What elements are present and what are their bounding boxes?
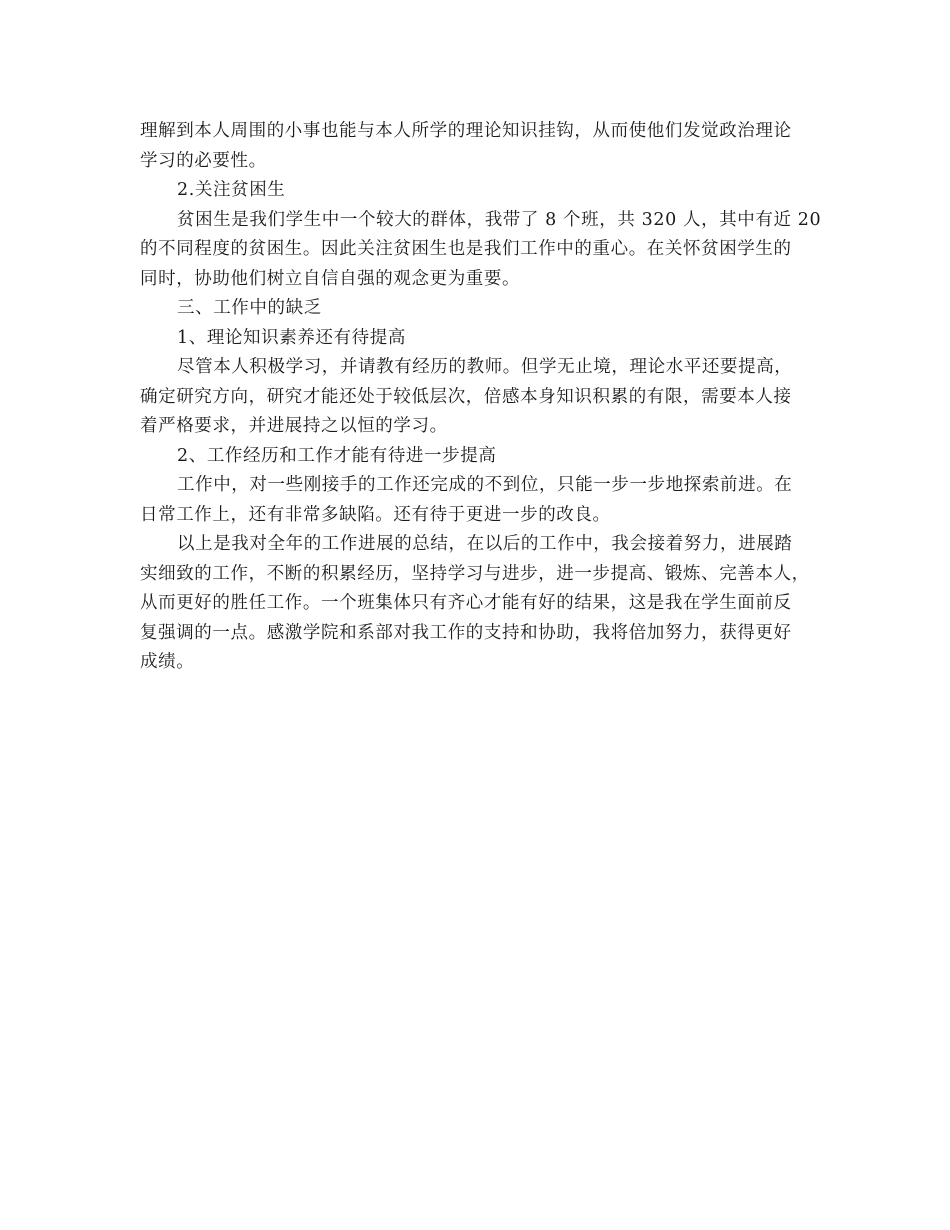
section-heading-poor-students: 2.关注贫困生 (177, 180, 286, 200)
text-line: 日常工作上，还有非常多缺陷。还有待于更进一步的改良。 (140, 504, 611, 525)
text-line: 的不同程度的贫困生。因此关注贫困生也是我们工作中的重心。在关怀贫困学生的 (140, 239, 792, 259)
text-line: 工作中，对一些刚接手的工作还完成的不到位，只能一步一步地探索前进。在 (177, 475, 793, 495)
text-line: 从而更好的胜任工作。一个班集体只有齐心才能有好的结果，这是我在学生面前反 (140, 593, 792, 613)
text-line: 理解到本人周围的小事也能与本人所学的理论知识挂钩，从而使他们发觉政治理论 (140, 121, 792, 141)
text-line: 学习的必要性。 (140, 150, 267, 171)
document-body (140, 117, 820, 678)
text-line: 以上是我对全年的工作进展的总结，在以后的工作中，我会接着努力，进展踏 (177, 534, 793, 554)
text-line: 尽管本人积极学习，并请教有经历的教师。但学无止境，理论水平还要提高， (177, 357, 793, 377)
text-line: 实细致的工作，不断的积累经历，坚持学习与进步，进一步提高、锻炼、完善本人， (140, 563, 810, 584)
section-heading-shortcomings: 三、工作中的缺乏 (177, 298, 322, 318)
text-line: 着严格要求，并进展持之以恒的学习。 (140, 416, 448, 436)
text-line: 同时，协助他们树立自信自强的观念更为重要。 (140, 268, 521, 289)
text-line: 复强调的一点。感激学院和系部对我工作的支持和协助，我将倍加努力，获得更好 (140, 622, 792, 643)
text-line: 成绩。 (140, 652, 195, 672)
subsection-heading-experience: 2、工作经历和工作才能有待进一步提高 (177, 445, 497, 466)
subsection-heading-theory: 1、理论知识素养还有待提高 (177, 327, 406, 348)
text-line: 确定研究方向，研究才能还处于较低层次，倍感本身知识积累的有限，需要本人接 (140, 386, 792, 407)
text-line: 贫困生是我们学生中一个较大的群体，我带了 8 个班，共 320 人，其中有近 20 (177, 209, 822, 230)
